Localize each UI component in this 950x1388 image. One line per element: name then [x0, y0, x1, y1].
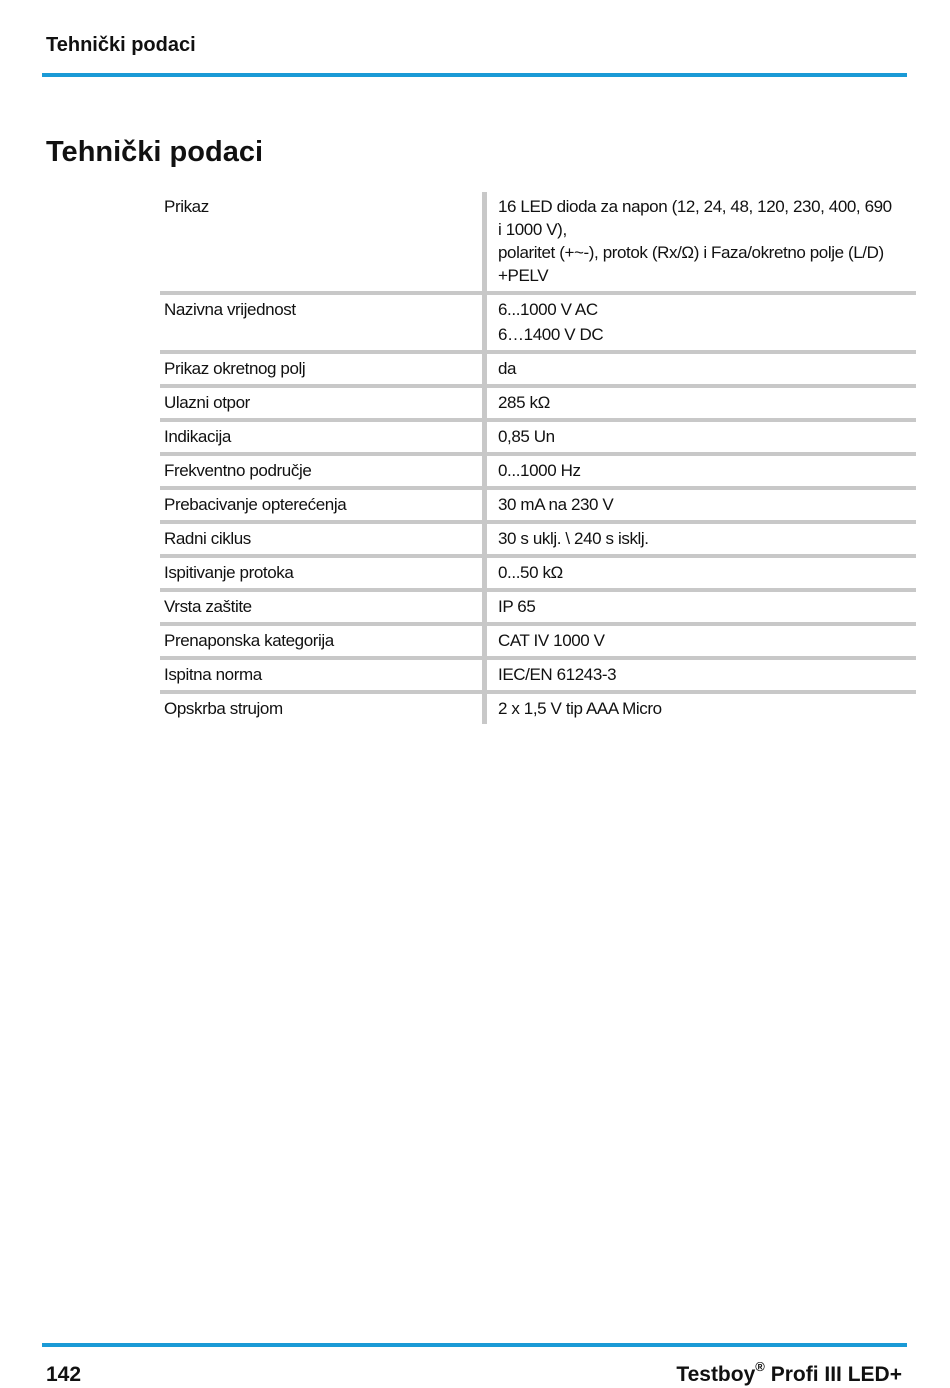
spec-row-duty-cycle: [160, 524, 916, 558]
spec-value: [487, 626, 916, 656]
spec-value-line: 0...1000 Hz: [498, 461, 581, 480]
spec-value-line: 0,85 Un: [498, 427, 555, 446]
spec-label: Ulazni otpor: [160, 388, 487, 418]
spec-label: Ispitivanje protoka: [160, 558, 487, 588]
spec-row-continuity-test: [160, 558, 916, 592]
spec-value-line: 30 mA na 230 V: [498, 495, 614, 514]
spec-value: [487, 660, 916, 690]
spec-label: Frekventno područje: [160, 456, 487, 486]
spec-label: Opskrba strujom: [160, 694, 487, 724]
spec-label: Prenaponska kategorija: [160, 626, 487, 656]
footer-rule: [42, 1343, 907, 1347]
spec-row-test-standard: [160, 660, 916, 694]
spec-value-line: 6...1000 V AC: [498, 300, 598, 319]
spec-value: [487, 592, 916, 622]
spec-value-line: 0...50 kΩ: [498, 563, 563, 582]
spec-value-line: da: [498, 359, 517, 378]
footer-product-name: [676, 1359, 902, 1388]
section-heading: Tehnički podaci: [46, 136, 264, 168]
spec-label: Prikaz okretnog polj: [160, 354, 487, 384]
spec-value: [487, 422, 916, 452]
spec-value-line: 16 LED dioda za napon (12, 24, 48, 120, 230, 400, 690: [498, 197, 892, 216]
spec-row-protection-class: [160, 592, 916, 626]
spec-row-load-switching: [160, 490, 916, 524]
spec-value: [487, 192, 916, 291]
spec-value-line: polaritet (+~-), protok (Rx/Ω) i Faza/okretno polje (L/D): [498, 243, 884, 262]
spec-value-line: IP 65: [498, 597, 536, 616]
spec-value: [487, 388, 916, 418]
spec-row-display: [160, 192, 916, 295]
spec-row-rotary-field: [160, 354, 916, 388]
spec-value-line: CAT IV 1000 V: [498, 631, 605, 650]
spec-value: [487, 490, 916, 520]
spec-label: Vrsta zaštite: [160, 592, 487, 622]
spec-value: [487, 354, 916, 384]
spec-value: [487, 456, 916, 486]
header-rule: [42, 73, 907, 77]
spec-row-overvoltage-category: [160, 626, 916, 660]
page-number: 142: [46, 1363, 82, 1386]
spec-value-line: IEC/EN 61243-3: [498, 665, 617, 684]
spec-value-line: i 1000 V),: [498, 220, 567, 239]
spec-label: Prebacivanje opterećenja: [160, 490, 487, 520]
spec-value-line: +PELV: [498, 266, 549, 285]
spec-value: [487, 558, 916, 588]
spec-row-rated-value: [160, 295, 916, 354]
spec-value-line: 2 x 1,5 V tip AAA Micro: [498, 699, 662, 718]
spec-label: Prikaz: [160, 192, 487, 291]
registered-mark: ®: [755, 1359, 765, 1374]
spec-value: [487, 295, 916, 350]
spec-row-indication: [160, 422, 916, 456]
spec-value: [487, 694, 916, 724]
spec-label: Ispitna norma: [160, 660, 487, 690]
spec-row-frequency-range: [160, 456, 916, 490]
spec-label: Radni ciklus: [160, 524, 487, 554]
spec-value: [487, 524, 916, 554]
product-model: Profi III LED+: [770, 1363, 902, 1386]
spec-row-power-supply: [160, 694, 916, 724]
brand-name: Testboy: [676, 1363, 756, 1386]
spec-value-line: 6…1400 V DC: [498, 325, 604, 344]
spec-label: Nazivna vrijednost: [160, 295, 487, 350]
spec-label: Indikacija: [160, 422, 487, 452]
running-header-title: Tehnički podaci: [46, 34, 196, 56]
spec-table: [160, 192, 916, 724]
spec-value-line: 285 kΩ: [498, 393, 550, 412]
spec-value-line: 30 s uklj. \ 240 s isklj.: [498, 529, 649, 548]
spec-row-input-resistance: [160, 388, 916, 422]
